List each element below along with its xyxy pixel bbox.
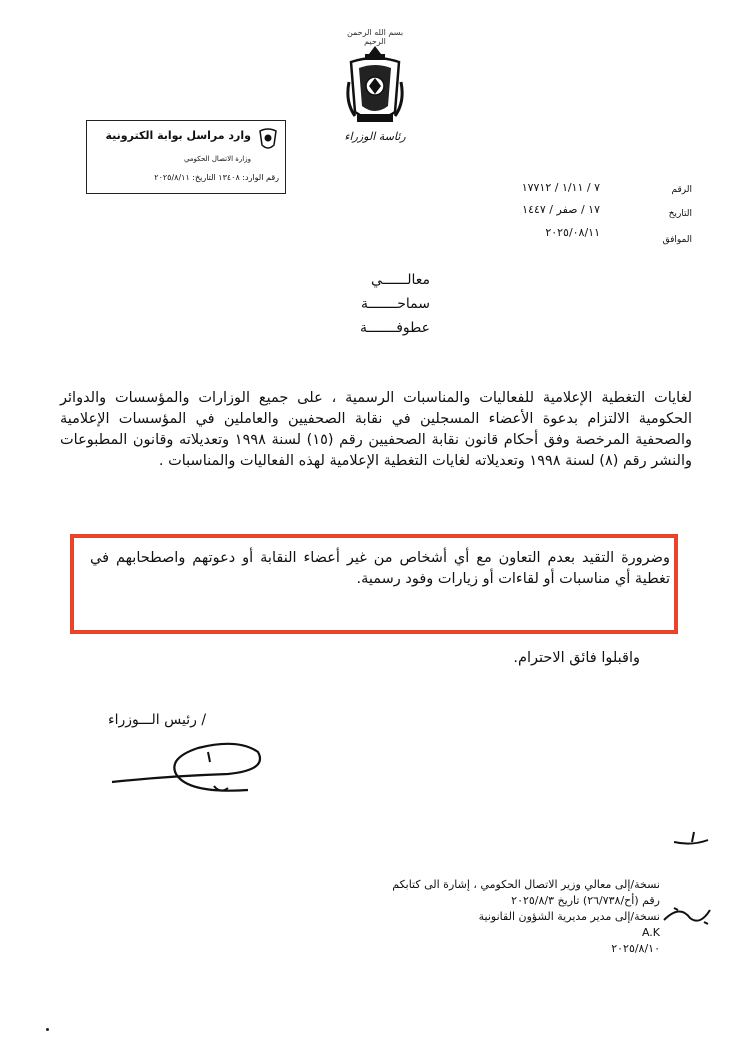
stamp-ministry: وزارة الاتصال الحكومي [183, 155, 251, 163]
copy-line-1: نسخة/إلى معالي وزير الاتصال الحكومي ، إشارة الى كتابكم [392, 878, 660, 891]
scan-dot [46, 1028, 49, 1031]
addressee-3: عطوفـــــــة [360, 320, 430, 336]
margin-initials [660, 900, 720, 928]
addressee-2: سماحـــــــة [361, 296, 430, 312]
copies-block [300, 877, 660, 957]
corresponding-label: الموافق [662, 235, 692, 245]
closing-text: واقبلوا فائق الاحترام. [513, 650, 640, 666]
copy-date: ٢٠٢٥/٨/١٠ [611, 942, 660, 955]
body-paragraph-2 [90, 548, 670, 590]
ministry-name: رئاسة الوزراء [344, 130, 406, 143]
addressee-1: معالــــــي [370, 272, 430, 288]
stamp-logo-icon [257, 127, 279, 151]
body-paragraph-1 [60, 388, 692, 472]
corresponding-value: ٢٠٢٥/٠٨/١١ [545, 226, 600, 239]
paragraph-2-text: وضرورة التقيد بعدم التعاون مع أي أشخاص من غير أعضاء النقابة أو دعوتهم واصطحابهم في تغطية أي مناسبات أو لقاءات أو زيارات وفود رسمية. [90, 550, 670, 587]
number-value: ٧ / ١/١١ / ١٧٧١٢ [521, 181, 600, 194]
handwritten-signature [108, 734, 288, 814]
stamp-title: وارد مراسل بوابة الكترونية [105, 129, 251, 142]
copy-initials: A.K [641, 926, 660, 939]
copy-line-2: رقم (أح/٢٦/٧٣٨) تاريخ ٢٠٢٥/٨/٣ [511, 894, 660, 907]
incoming-stamp [86, 120, 286, 194]
date-label: التاريخ [668, 209, 692, 219]
number-label: الرقم [671, 185, 692, 195]
signer-title: / رئيس الـــوزراء [108, 712, 207, 728]
coat-of-arms-icon [345, 42, 405, 130]
paragraph-1-text: لغايات التغطية الإعلامية للفعاليات والمناسبات الرسمية ، على جميع الوزارات والمؤسسات والدوائر الحكومية الالتزام بدعوة الأعضاء المسجلين في نقابة الصحفيين والعاملين في المؤسسات الإعلامية والصحفية المرخصة وفق أحكام قانون نقابة الصحفيين رقم (١٥) لسنة ١٩٩٨ وتعديلاته وقانون المطبوعات والنشر رقم (٨) لسنة ١٩٩٨ وتعديلاته لغايات التغطية الإعلامية لهذه الفعاليات والمناسبات . [60, 390, 692, 469]
basmala: بسم الله الرحمن الرحيم [346, 28, 404, 46]
margin-mark [672, 828, 712, 848]
stamp-incoming-number: رقم الوارد: ١٣٤٠٨ التاريخ: ٢٠٢٥/٨/١١ [154, 173, 279, 182]
date-value: ١٧ / صفر / ١٤٤٧ [522, 203, 600, 216]
copy-line-3: نسخة/إلى مدير مديرية الشؤون القانونية [478, 910, 660, 923]
